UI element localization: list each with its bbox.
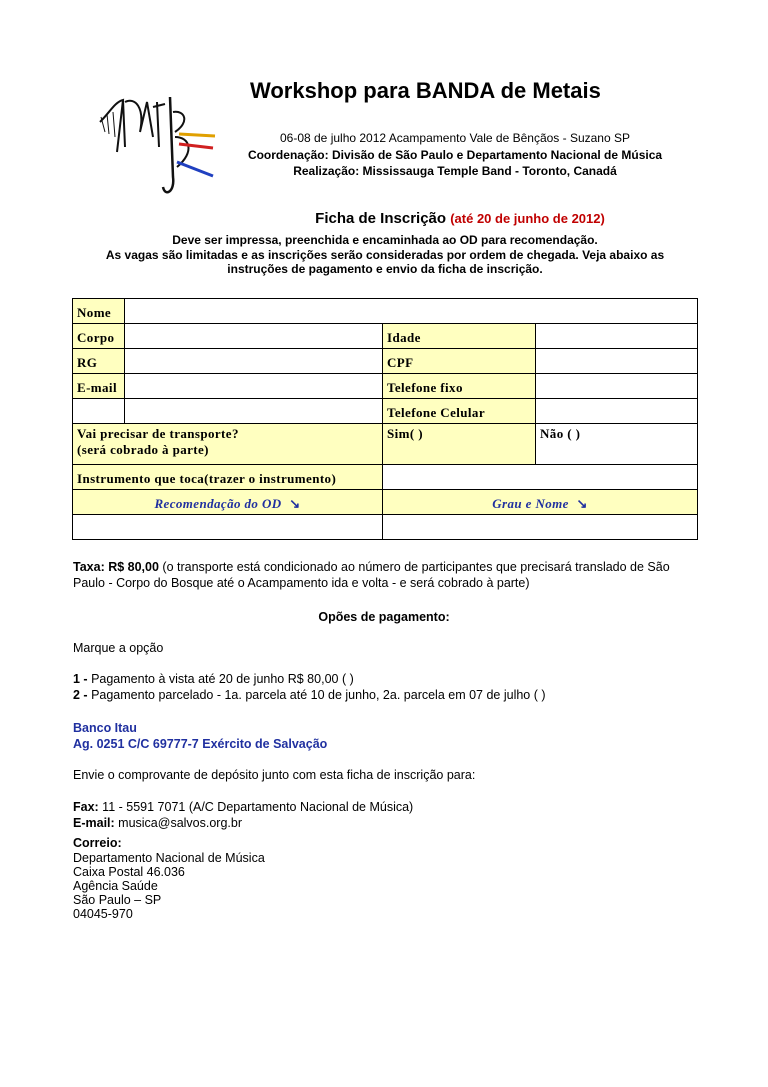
taxa-text-1: (o transporte está condicionado ao número de participantes que precisará translado de São [158, 560, 670, 574]
option-1-number: 1 - [73, 672, 88, 686]
option-2-text: Pagamento parcelado - 1a. parcela até 10 de junho, 2a. parcela em 07 de julho ( ) [87, 688, 546, 702]
arrow-down-right-icon: ↘ [289, 496, 301, 511]
instruction-line-3: instruções de pagamento e envio da ficha de inscrição. [227, 262, 543, 276]
label-rg: RG [73, 349, 125, 374]
label-recomendacao [73, 490, 383, 515]
field-recomendacao[interactable] [73, 515, 383, 540]
bank-name: Banco Itau [73, 721, 137, 735]
option-sim[interactable]: Sim( ) [383, 424, 536, 465]
payment-option-1 [73, 672, 354, 687]
label-cpf: CPF [383, 349, 536, 374]
label-telefone-fixo: Telefone fixo [383, 374, 536, 399]
email-address[interactable]: musica@salvos.org.br [114, 816, 243, 830]
label-grau-nome [383, 490, 698, 515]
correio-line-4: São Paulo – SP [73, 893, 162, 907]
marque-opcao: Marque a opção [73, 641, 164, 655]
field-instrumento[interactable] [383, 465, 698, 490]
field-nome[interactable] [125, 299, 698, 324]
option-1-text: Pagamento à vista até 20 de junho R$ 80,00 ( ) [87, 672, 354, 686]
field-corpo[interactable] [125, 324, 383, 349]
grau-nome-text: Grau e Nome [492, 496, 569, 511]
correio-label: Correio: [73, 836, 122, 850]
field-grau-nome[interactable] [383, 515, 698, 540]
label-nome: Nome [73, 299, 125, 324]
ficha-title: Ficha de Inscrição [315, 210, 447, 227]
arrow-down-right-icon: ↘ [576, 496, 588, 511]
taxa-line-2: Paulo - Corpo do Bosque até o Acampamento ida e volta - e será cobrado à parte) [73, 576, 530, 590]
email-line [73, 816, 242, 831]
ficha-deadline: (até 20 de junho de 2012) [450, 211, 605, 226]
email-label: E-mail: [73, 816, 115, 830]
payment-option-2 [73, 688, 546, 703]
registration-form [72, 298, 698, 540]
transporte-question: Vai precisar de transporte? [77, 426, 239, 441]
label-email: E-mail [73, 374, 125, 399]
realization-line: Realização: Mississauga Temple Band - Toronto, Canadá [293, 164, 617, 178]
workshop-title: Workshop para BANDA de Metais [250, 78, 601, 103]
blank-label-cell [73, 399, 125, 424]
coordination-line: Coordenação: Divisão de São Paulo e Departamento Nacional de Música [247, 148, 663, 162]
field-email[interactable] [125, 374, 383, 399]
field-telefone-celular[interactable] [536, 399, 698, 424]
correio-line-5: 04045-970 [73, 907, 133, 921]
bank-account: Ag. 0251 C/C 69777-7 Exército de Salvação [73, 737, 328, 751]
fax-label: Fax: [73, 800, 99, 814]
taxa-line-1 [73, 560, 670, 575]
field-idade[interactable] [536, 324, 698, 349]
fax-text: 11 - 5591 7071 (A/C Departamento Nacional de Música) [98, 800, 414, 814]
correio-line-2: Caixa Postal 46.036 [73, 865, 185, 879]
label-telefone-celular: Telefone Celular [383, 399, 536, 424]
fax-line [73, 800, 413, 815]
label-transporte [73, 424, 383, 465]
correio-line-1: Departamento Nacional de Música [73, 851, 265, 865]
instruction-line-2: As vagas são limitadas e as inscrições serão consideradas por ordem de chegada. Veja abaixo as [105, 248, 665, 262]
taxa-label: Taxa: R$ 80,00 [73, 560, 159, 574]
correio-line-3: Agência Saúde [73, 879, 158, 893]
field-telefone-fixo[interactable] [536, 374, 698, 399]
recomendacao-text: Recomendação do OD [154, 496, 282, 511]
option-nao[interactable]: Não ( ) [536, 424, 698, 465]
ficha-heading [80, 210, 768, 227]
instruction-line-1: Deve ser impressa, preenchida e encaminhada ao OD para recomendação. [172, 233, 598, 247]
label-instrumento: Instrumento que toca(trazer o instrumento) [73, 465, 383, 490]
label-idade: Idade [383, 324, 536, 349]
event-date-location: 06-08 de julho 2012 Acampamento Vale de Bênçãos - Suzano SP [279, 131, 630, 145]
field-cpf[interactable] [536, 349, 698, 374]
transporte-note: (será cobrado à parte) [77, 442, 209, 457]
field-rg[interactable] [125, 349, 383, 374]
label-corpo: Corpo [73, 324, 125, 349]
band-logo [95, 92, 225, 202]
option-2-number: 2 - [73, 688, 88, 702]
field-blank[interactable] [125, 399, 383, 424]
payment-options-title: Opões de pagamento: [318, 610, 450, 624]
send-instructions: Envie o comprovante de depósito junto com esta ficha de inscrição para: [73, 768, 476, 782]
